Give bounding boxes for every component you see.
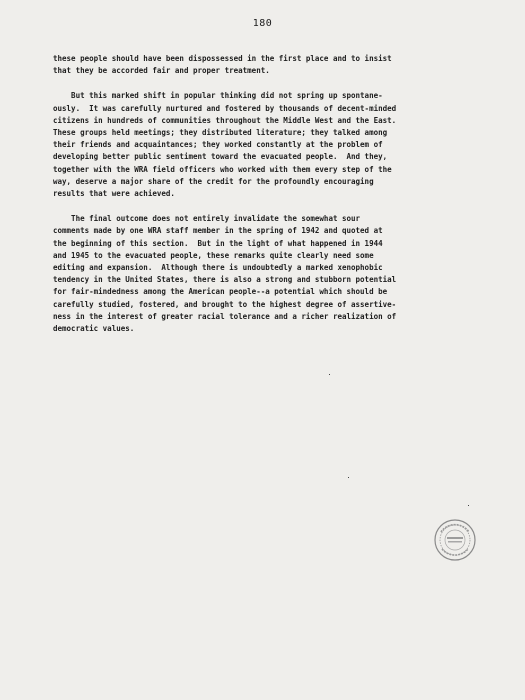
archive-seal-stamp bbox=[433, 518, 477, 562]
text-line: tendency in the United States, there is also a strong and stubborn potential bbox=[53, 275, 397, 285]
text-line: comments made by one WRA staff member in the spring of 1942 and quoted at bbox=[53, 226, 383, 236]
text-line: way, deserve a major share of the credit for the profoundly encouraging bbox=[53, 176, 374, 186]
body-text bbox=[53, 53, 473, 348]
text-line: these people should have been dispossessed in the first place and to insist bbox=[53, 54, 392, 63]
text-line: their friends and acquaintances; they worked constantly at the problem of bbox=[53, 140, 383, 150]
text-line: for fair-mindedness among the American people--a potential which should be bbox=[53, 287, 388, 297]
text-line: citizens in hundreds of communities throughout the Middle West and the East. bbox=[53, 115, 397, 125]
text-line: But this marked shift in popular thinking did not spring up spontane- bbox=[53, 91, 383, 101]
paper-speck bbox=[329, 374, 330, 375]
text-line: the beginning of this section. But in the light of what happened in 1944 bbox=[53, 238, 383, 248]
paragraph-2 bbox=[53, 90, 473, 200]
text-line: ously. It was carefully nurtured and fostered by thousands of decent-minded bbox=[53, 103, 397, 113]
text-line: These groups held meetings; they distributed literature; they talked among bbox=[53, 128, 388, 138]
paragraph-3 bbox=[53, 213, 473, 335]
text-line: results that were achieved. bbox=[53, 189, 175, 199]
paper-speck bbox=[348, 477, 349, 478]
text-line: editing and expansion. Although there is undoubtedly a marked xenophobic bbox=[53, 263, 383, 273]
text-line: and 1945 to the evacuated people, these remarks quite clearly need some bbox=[53, 250, 374, 260]
paragraph-1 bbox=[53, 53, 473, 77]
text-line: together with the WRA field officers who worked with them every step of the bbox=[53, 164, 392, 174]
paper-speck bbox=[468, 505, 469, 506]
page-number: 180 bbox=[252, 18, 273, 29]
text-line: carefully studied, fostered, and brought to the highest degree of assertive- bbox=[53, 299, 397, 309]
text-line: developing better public sentiment toward the evacuated people. And they, bbox=[53, 152, 388, 162]
text-line: democratic values. bbox=[53, 324, 135, 334]
text-line: The final outcome does not entirely invalidate the somewhat sour bbox=[53, 214, 361, 224]
text-line: that they be accorded fair and proper treatment. bbox=[53, 66, 270, 76]
text-line: ness in the interest of greater racial tolerance and a richer realization of bbox=[53, 311, 397, 321]
